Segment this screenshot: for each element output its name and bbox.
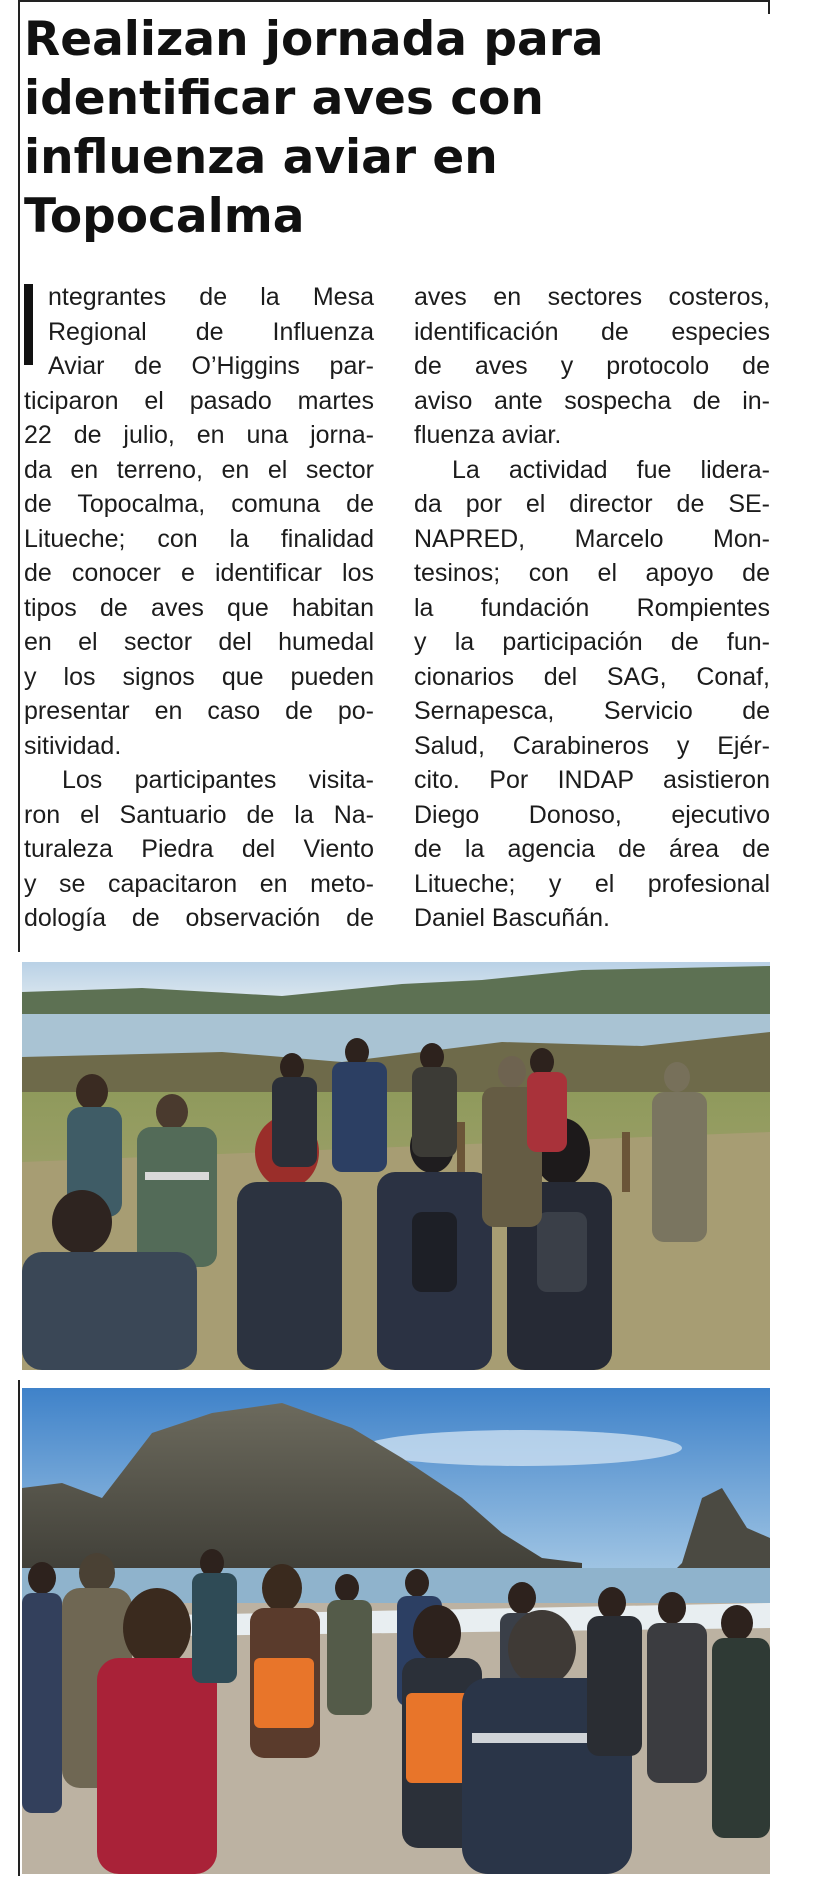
article-line: turaleza Piedra del Viento bbox=[24, 835, 374, 863]
article-line: de conocer e identificar los bbox=[24, 559, 374, 587]
article-line: Aviar de O’Higgins par- bbox=[48, 352, 374, 380]
article-line: Regional de Influenza bbox=[48, 317, 374, 346]
article-line: 22 de julio, en una jorna- bbox=[24, 421, 374, 449]
article-line: en el sector del humedal bbox=[24, 628, 374, 656]
article-line: y la participación de fun- bbox=[414, 628, 770, 656]
left-rule bbox=[18, 0, 20, 952]
photo-wetland-group bbox=[22, 962, 770, 1370]
article-line: da en terreno, en el sector bbox=[24, 455, 374, 484]
article-line: aviso ante sospecha de in- bbox=[414, 386, 770, 415]
article-line: la fundación Rompientes bbox=[414, 593, 770, 622]
article-line: cito. Por INDAP asistieron bbox=[414, 766, 770, 794]
article-line: de aves y protocolo de bbox=[414, 352, 770, 380]
right-rule-tick bbox=[768, 0, 770, 14]
article-line: Salud, Carabineros y Ejér- bbox=[414, 731, 770, 760]
article-line: aves en sectores costeros, bbox=[414, 283, 770, 311]
article-line: ticiparon el pasado martes bbox=[24, 386, 374, 415]
article-line: NAPRED, Marcelo Mon- bbox=[414, 524, 770, 553]
article-line: dología de observación de bbox=[24, 904, 374, 932]
article-line: sitividad. bbox=[24, 731, 122, 760]
photo-beach-group bbox=[22, 1388, 770, 1874]
article-line: tipos de aves que habitan bbox=[24, 593, 374, 622]
article-line: fluenza aviar. bbox=[414, 421, 562, 449]
article-line: ntegrantes de la Mesa bbox=[48, 283, 374, 311]
article-headline: Realizan jornada para identificar aves con influenza aviar en Topocalma bbox=[24, 12, 604, 244]
left-rule-lower bbox=[18, 1380, 20, 1876]
article-line: Diego Donoso, ejecutivo bbox=[414, 800, 770, 829]
article-line: presentar en caso de po- bbox=[24, 697, 374, 725]
article-line: ron el Santuario de la Na- bbox=[24, 800, 374, 829]
article-line: y los signos que pueden bbox=[24, 662, 374, 691]
article-line: tesinos; con el apoyo de bbox=[414, 559, 770, 587]
article-column-left bbox=[24, 280, 374, 936]
article-line: Litueche; y el profesional bbox=[414, 869, 770, 898]
article-line: Litueche; con la finalidad bbox=[24, 524, 374, 553]
article-line: de Topocalma, comuna de bbox=[24, 490, 374, 518]
article-line: La actividad fue lidera- bbox=[452, 455, 770, 484]
article-line: y se capacitaron en meto- bbox=[24, 869, 374, 898]
article-line: Daniel Bascuñán. bbox=[414, 904, 610, 932]
article-line: de la agencia de área de bbox=[414, 835, 770, 863]
article-line: Sernapesca, Servicio de bbox=[414, 697, 770, 725]
article-line: Los participantes visita- bbox=[62, 766, 374, 794]
article-line: cionarios del SAG, Conaf, bbox=[414, 662, 770, 691]
article-column-right bbox=[414, 280, 770, 936]
article-line: identificación de especies bbox=[414, 317, 770, 346]
article-line: da por el director de SE- bbox=[414, 490, 770, 518]
top-rule bbox=[18, 0, 770, 2]
